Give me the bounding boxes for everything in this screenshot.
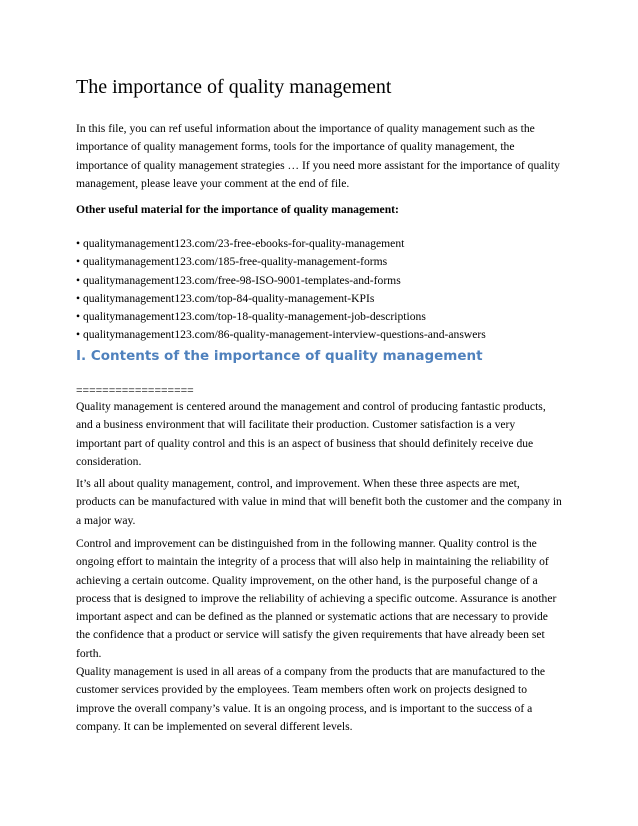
section-heading: I. Contents of the importance of quality management xyxy=(76,348,483,364)
material-link[interactable]: • qualitymanagement123.com/86-quality-management-interview-questions-and-answers xyxy=(76,328,486,342)
body-paragraph: Quality management is centered around the management and control of producing fantastic products, and a business environment that will facilitate their production. Customer satisfaction is a very important part of quality control and this is an aspect of business that should definitely receive due consideration. xyxy=(76,400,546,468)
material-link[interactable]: • qualitymanagement123.com/top-18-quality-management-job-descriptions xyxy=(76,310,426,324)
body-paragraph: Quality management is used in all areas of a company from the products that are manufactured to the customer services provided by the employees. Team members often work on projects designed to improve the overall company’s value. It is an ongoing process, and is important to the success of a company. It can be implemented on several different levels. xyxy=(76,665,546,733)
material-link[interactable]: • qualitymanagement123.com/23-free-ebooks-for-quality-management xyxy=(76,237,405,250)
material-link[interactable]: • qualitymanagement123.com/free-98-ISO-9001-templates-and-forms xyxy=(76,273,401,287)
material-link[interactable]: • qualitymanagement123.com/185-free-quality-management-forms xyxy=(76,255,388,269)
document-title: The importance of quality management xyxy=(76,76,392,98)
material-link[interactable]: • qualitymanagement123.com/top-84-quality-management-KPIs xyxy=(76,291,375,305)
material-link-list xyxy=(76,235,486,345)
separator-line: ================== xyxy=(76,384,194,397)
intro-paragraph: In this file, you can ref useful information about the importance of quality management such as the importance of quality management forms, tools for the importance of quality management, the importance of quality management strategies … If you need more assistant for the importance of quality management, please leave your comment at the end of file. xyxy=(76,122,560,190)
body-paragraph: It’s all about quality management, control, and improvement. When these three aspects are met, products can be manufactured with value in mind that will benefit both the customer and the company in a major way. xyxy=(76,477,562,527)
body-paragraph: Control and improvement can be distinguished from in the following manner. Quality control is the ongoing effort to maintain the integrity of a process that will also help in maintaining the reliability of achieving a certain outcome. Quality improvement, on the other hand, is the purposeful change of a process that is designed to improve the reliability of achieving a specific outcome. Assurance is another important aspect and can be defined as the planned or systematic actions that are necessary to provide the confidence that a product or service will satisfy the given requirements that have already been set forth. xyxy=(76,537,557,660)
other-material-heading: Other useful material for the importance of quality management: xyxy=(76,203,399,216)
